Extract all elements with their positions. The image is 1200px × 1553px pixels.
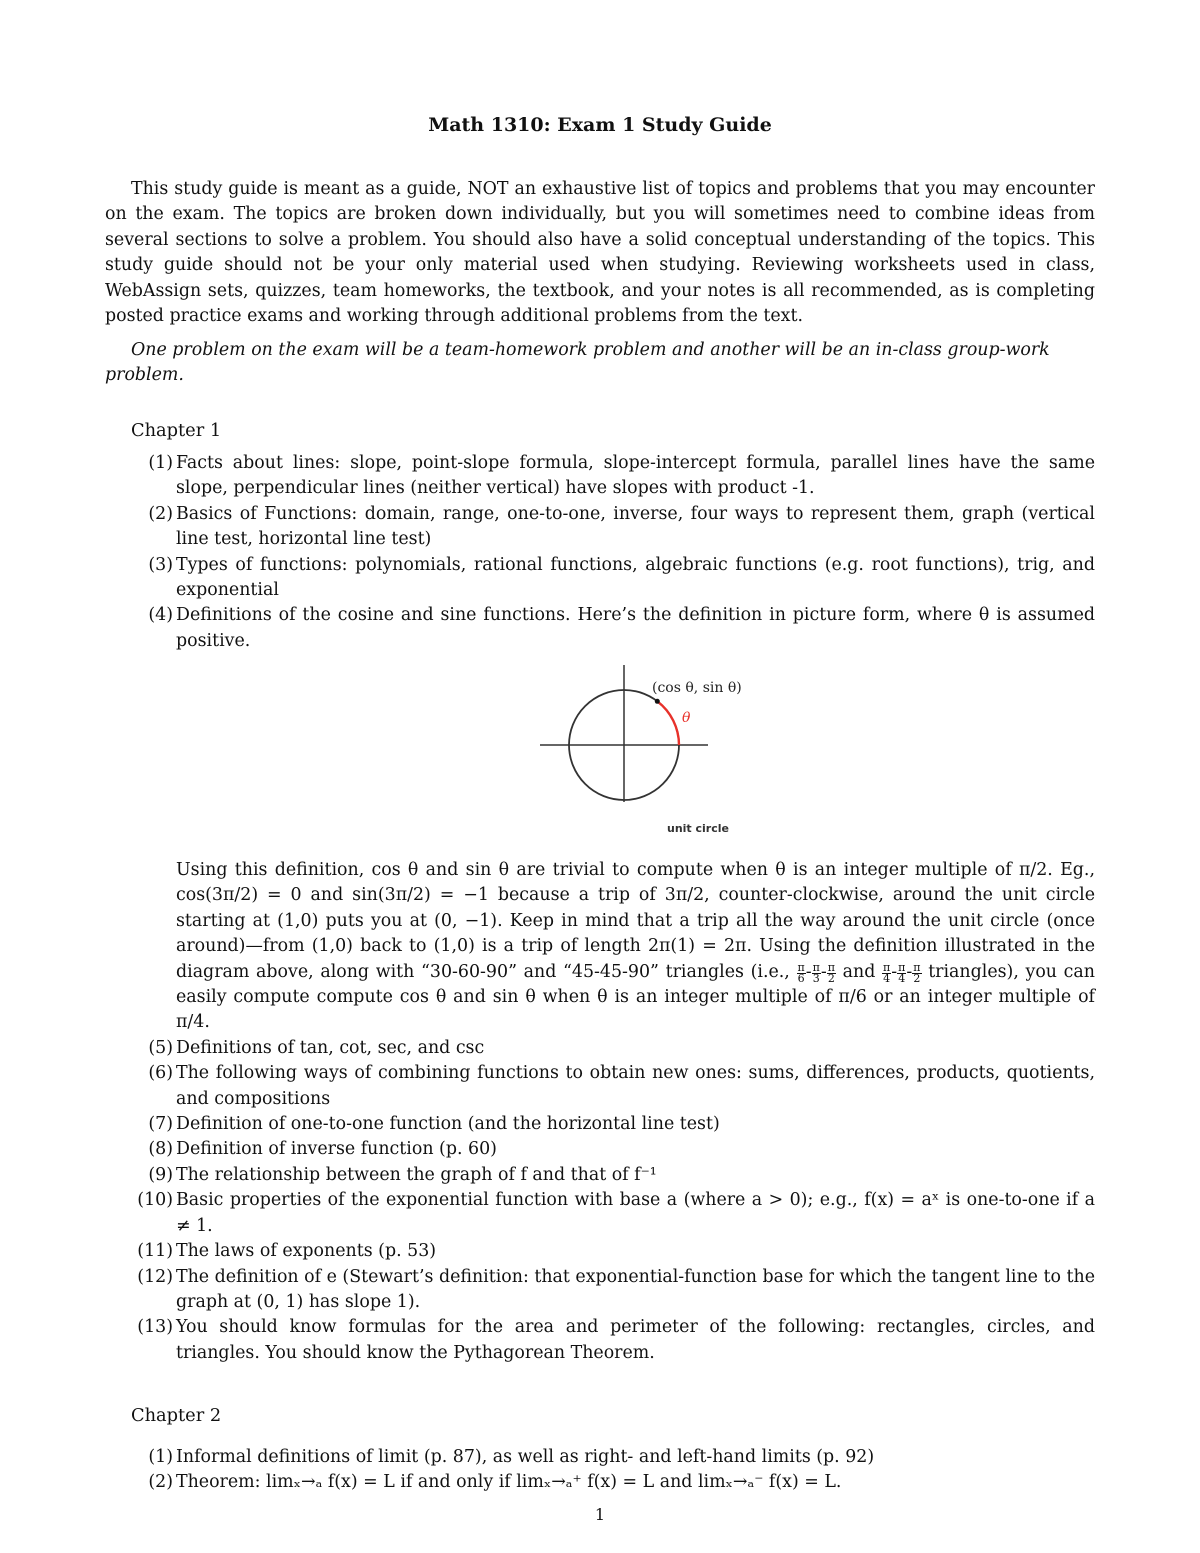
list-item: (11) The laws of exponents (p. 53) bbox=[137, 1241, 437, 1262]
angle-label: θ bbox=[682, 710, 691, 726]
list-item-continuation: Using this definition, cos θ and sin θ are trivial to compute when θ is an integer multiple of π/2. Eg., cos(3π/2) = 0 and sin(3π/2) = −1 because a trip of 3π/2, counter-clockwise, around the unit circle starting at (1,0) puts you at (0, −1). Keep in mind that a trip all the way around the unit circle (once around)—from (1,0) back to (1,0) is a trip of length 2π(1) = 2π. Using the definition illustrated in the diagram above, along with “30-60-90” and “45-45-90” triangles (i.e., $\frac{\pi}{6}$ - $\frac{\pi}{3}$ - $\frac{\pi}{2}$ and $\frac{\pi}{4}$ - $\frac{\pi}{4}$ - $\frac{\pi}{2}$ triangles), you can easily compute compute cos θ and sin θ when θ is an integer multiple of π/6 or an integer multiple of π/4. bbox=[176, 860, 1095, 1033]
chapter-1-heading: Chapter 1 bbox=[131, 420, 222, 441]
fraction: $\frac{\pi}{4}$ bbox=[898, 960, 906, 985]
list-item: (6) The following ways of combining functions to obtain new ones: sums, differences, products, quotients, and compositions bbox=[148, 1063, 1095, 1109]
list-item: (10) Basic properties of the exponential function with base a (where a > 0); e.g., f(x) = aˣ is one-to-one if a ≠ 1. bbox=[137, 1190, 1095, 1236]
page-title: Math 1310: Exam 1 Study Guide bbox=[428, 114, 772, 136]
list-item: (1) Informal definitions of limit (p. 87), as well as right- and left-hand limits (p. 92) bbox=[148, 1447, 875, 1467]
fraction: $\frac{\pi}{3}$ bbox=[812, 960, 820, 985]
fraction: $\frac{\pi}{2}$ bbox=[913, 960, 921, 985]
chapter-1-list-cont bbox=[105, 858, 1095, 1366]
list-item: (7) Definition of one-to-one function (and the horizontal line test) bbox=[148, 1114, 720, 1135]
unit-circle-figure bbox=[530, 660, 850, 840]
list-item: (2) Theorem: limₓ→ₐ f(x) = L if and only if limₓ→ₐ⁺ f(x) = L and limₓ→ₐ⁻ f(x) = L. bbox=[148, 1472, 842, 1493]
fraction: $\frac{\pi}{6}$ bbox=[797, 960, 805, 985]
point-marker bbox=[655, 699, 660, 704]
fraction: $\frac{\pi}{2}$ bbox=[827, 960, 835, 985]
list-item: (3) Types of functions: polynomials, rational functions, algebraic functions (e.g. root functions), trig, and exponential bbox=[148, 554, 1095, 601]
page-number: 1 bbox=[594, 1505, 606, 1524]
list-item: (12) The definition of e (Stewart’s definition: that exponential-function base for which the tangent line to the graph at (0, 1) has slope 1). bbox=[137, 1266, 1095, 1312]
point-label: (cos θ, sin θ) bbox=[652, 680, 742, 696]
list-item: (5) Definitions of tan, cot, sec, and csc bbox=[148, 1037, 485, 1058]
list-item: (4) Definitions of the cosine and sine functions. Here’s the definition in picture form, where θ is assumed positive. bbox=[148, 605, 1095, 651]
chapter-1-list bbox=[105, 451, 1095, 654]
fraction: $\frac{\pi}{4}$ bbox=[883, 960, 891, 985]
chapter-2-heading: Chapter 2 bbox=[131, 1405, 222, 1426]
theta-arc bbox=[657, 701, 679, 745]
list-item: (8) Definition of inverse function (p. 60) bbox=[148, 1139, 497, 1160]
chapter-2-list bbox=[105, 1445, 1095, 1496]
list-item: (1) Facts about lines: slope, point-slope formula, slope-intercept formula, parallel lines have the same slope, perpendicular lines (neither vertical) have slopes with product -1. bbox=[148, 453, 1095, 499]
intro-paragraph: This study guide is meant as a guide, NOT an exhaustive list of topics and problems that you may encounter on the exam. The topics are broken down individually, but you will sometimes need to combine ideas from several sections to solve a problem. You should also have a solid conceptual understanding of the topics. This study guide should not be your only material used when studying. Reviewing worksheets used in class, WebAssign sets, quizzes, team homeworks, the textbook, and your notes is all recommended, as is completing posted practice exams and working through additional problems from the text. bbox=[105, 179, 1095, 327]
list-item: (2) Basics of Functions: domain, range, one-to-one, inverse, four ways to represent them, graph (vertical line test, horizontal line test) bbox=[148, 503, 1095, 550]
exam-note: One problem on the exam will be a team-homework problem and another will be an in-class group-work problem. bbox=[105, 340, 1050, 386]
figure-caption: unit circle bbox=[667, 822, 729, 835]
list-item: (9) The relationship between the graph of f and that of f⁻¹ bbox=[148, 1164, 657, 1185]
list-item: (13) You should know formulas for the area and perimeter of the following: rectangles, circles, and triangles. You should know the Pythagorean Theorem. bbox=[137, 1317, 1095, 1363]
